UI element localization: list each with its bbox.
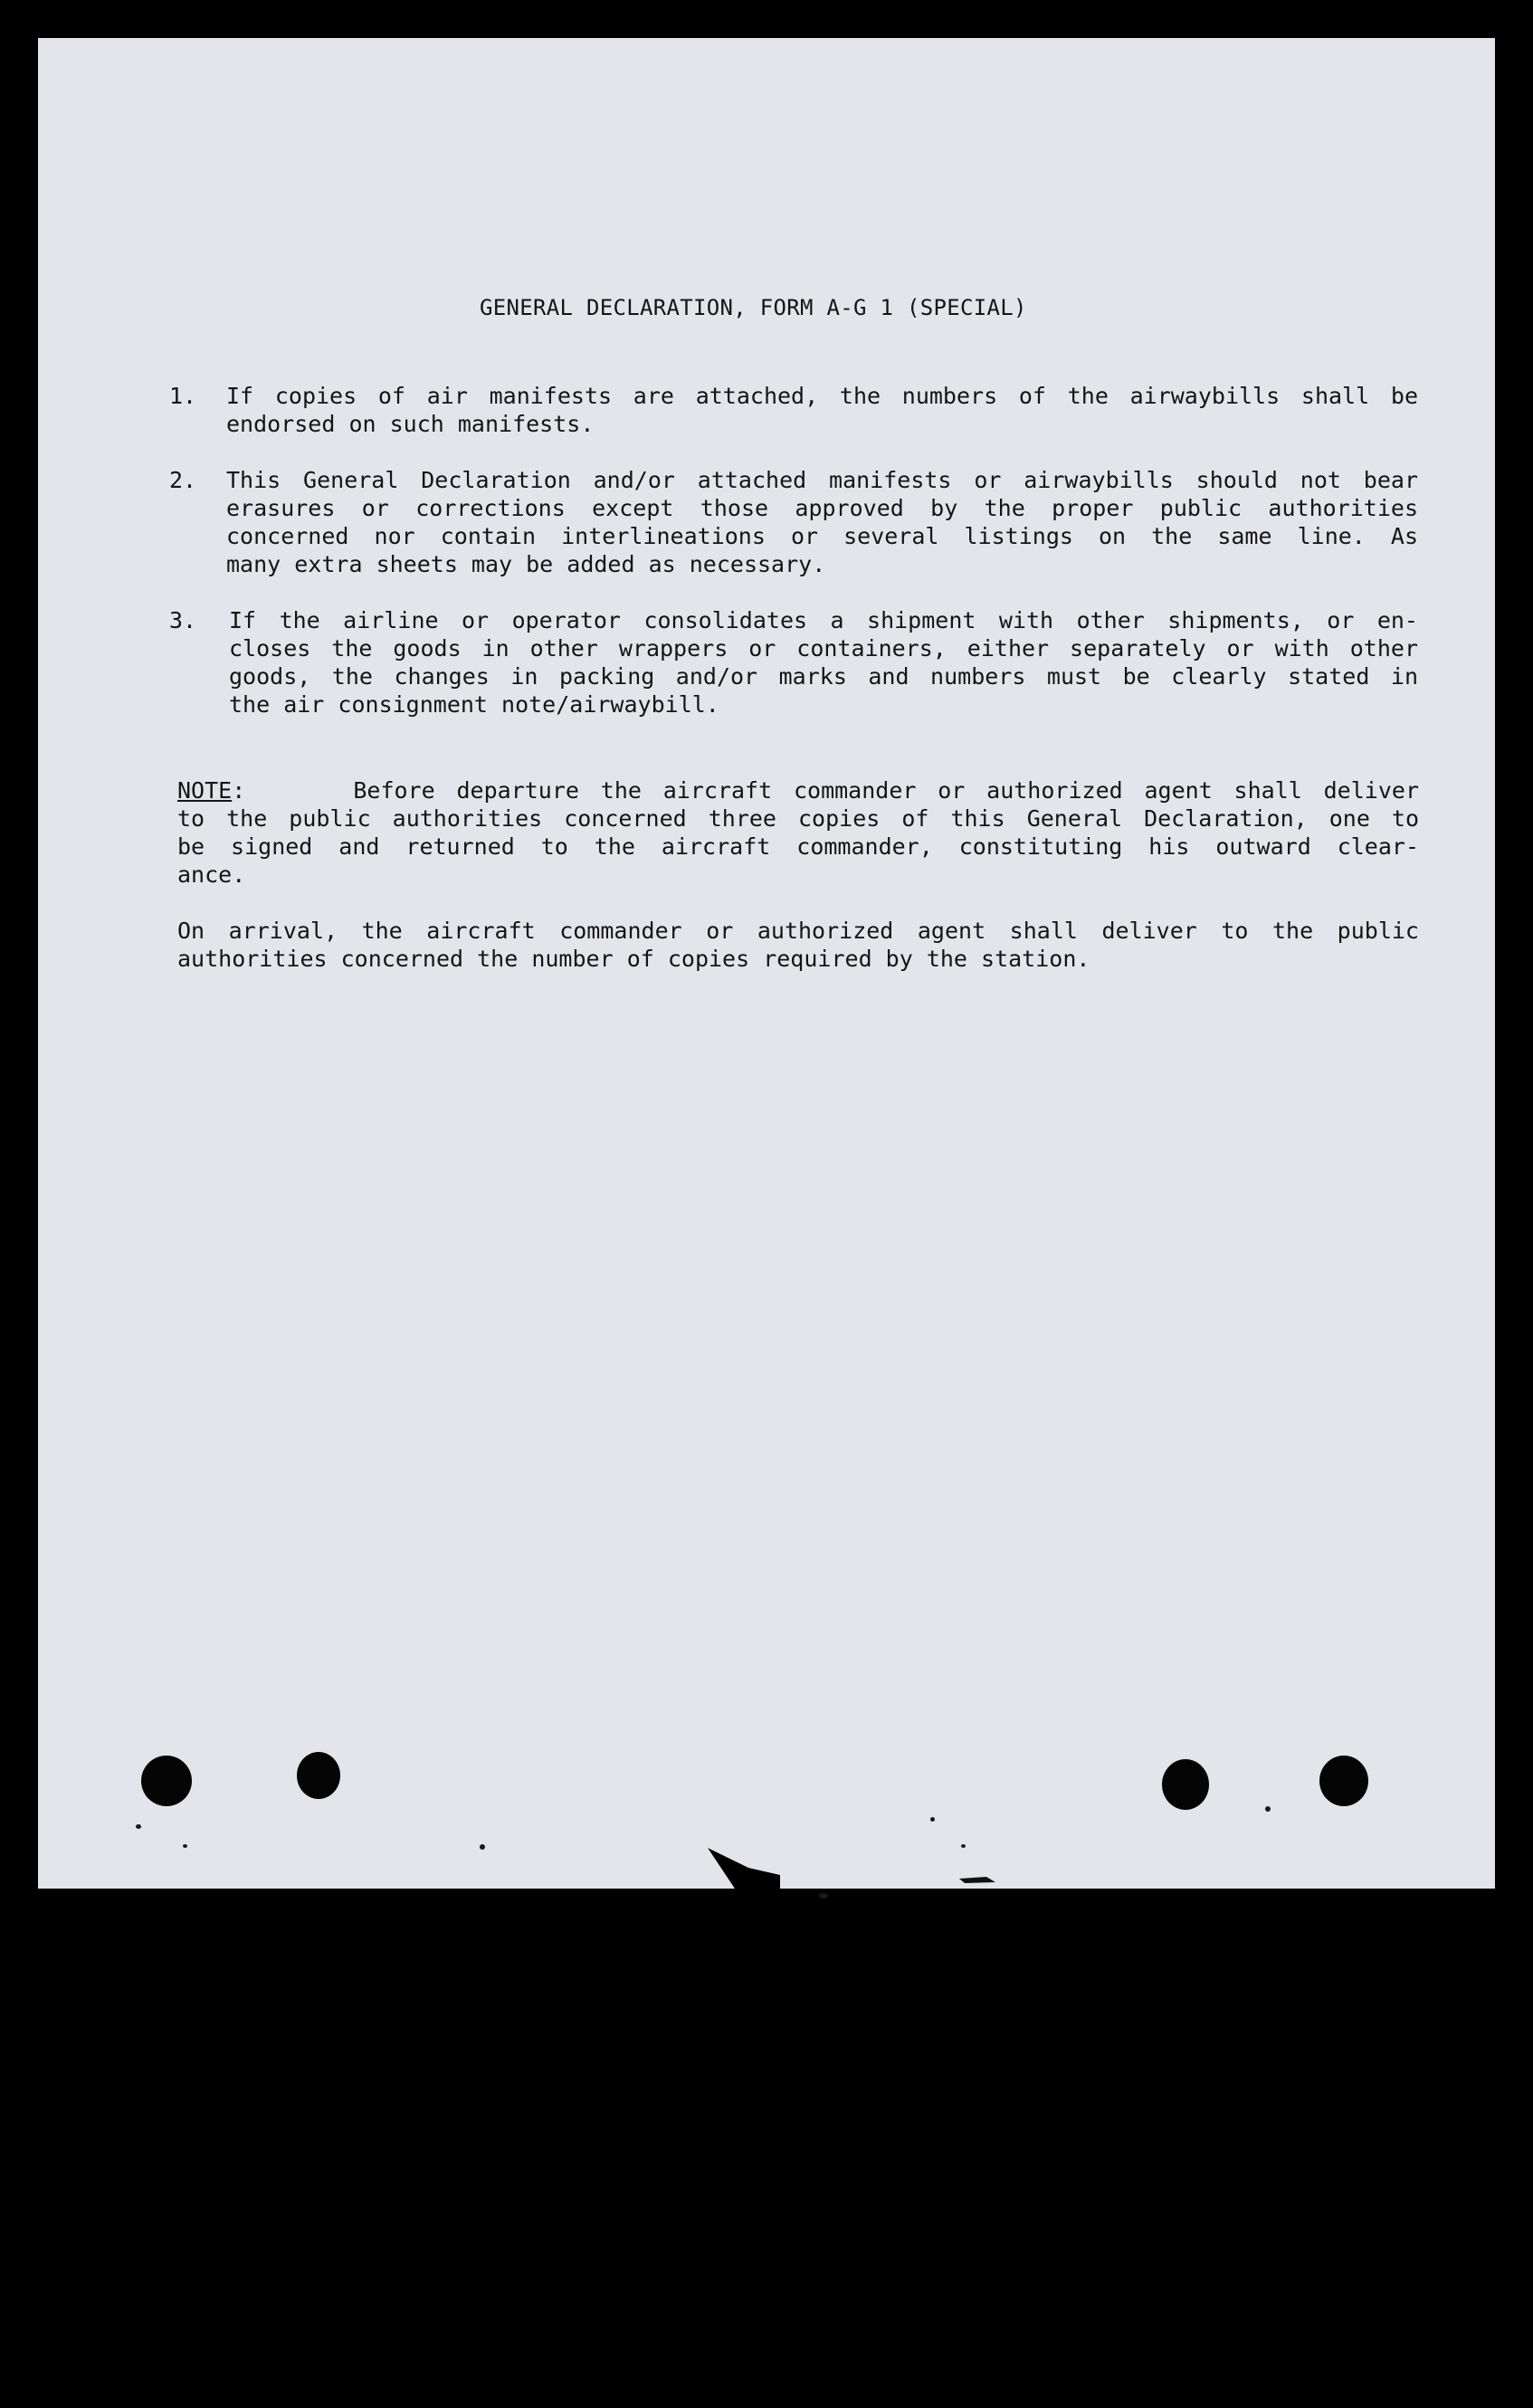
- arrival-paragraph: [177, 917, 1419, 973]
- dust-speck: [183, 1844, 187, 1848]
- note-first-line-text: Before departure the aircraft commander or authorized agent shall deliver: [353, 777, 1419, 804]
- punch-hole: [1162, 1759, 1209, 1810]
- item-text-line: endorsed on such manifests.: [226, 411, 595, 437]
- dust-speck: [961, 1844, 966, 1848]
- arrival-text-line: authorities concerned the number of copies required by the station.: [177, 946, 1090, 972]
- item-text-line: the air consignment note/airwaybill.: [229, 691, 719, 718]
- item-number: 1.: [169, 383, 197, 409]
- item-text-line: This General Declaration and/or attached manifests or airwaybills should not bear: [226, 467, 1418, 493]
- dust-speck: [1265, 1806, 1271, 1812]
- document-page: [38, 38, 1495, 1889]
- note-paragraph: [177, 776, 1419, 889]
- list-item: [169, 466, 1418, 578]
- punch-hole: [141, 1756, 192, 1806]
- list-item: [169, 382, 1418, 438]
- note-label: NOTE: [177, 777, 233, 804]
- item-text-line: erasures or corrections except those approved by the proper public authorities: [226, 495, 1418, 521]
- item-text-line: If copies of air manifests are attached, the numbers of the airwaybills shall be: [226, 383, 1418, 409]
- dust-speck: [480, 1844, 485, 1850]
- document-title: GENERAL DECLARATION, FORM A-G 1 (SPECIAL): [480, 295, 1027, 320]
- item-text-line: concerned nor contain interlineations or several listings on the same line. As: [226, 523, 1418, 549]
- punch-hole: [1319, 1756, 1368, 1806]
- item-text-line: goods, the changes in packing and/or marks and numbers must be clearly stated in: [229, 663, 1418, 690]
- list-item: [169, 606, 1418, 719]
- item-text-line: If the airline or operator consolidates a shipment with other shipments, or en-: [229, 607, 1418, 633]
- note-text-line: NOTE: Before departure the aircraft commander or authorized agent shall deliver: [177, 777, 1419, 804]
- punch-hole: [297, 1752, 340, 1799]
- dust-speck: [930, 1817, 935, 1822]
- note-text-line: ance.: [177, 861, 246, 888]
- paper-tear-mark: [708, 1848, 780, 1889]
- dust-speck: [819, 1893, 828, 1899]
- paper-mark: [959, 1875, 995, 1884]
- arrival-text-line: On arrival, the aircraft commander or authorized agent shall deliver to the public: [177, 918, 1419, 944]
- dust-speck: [136, 1824, 141, 1829]
- item-text-line: many extra sheets may be added as necessary.: [226, 551, 826, 577]
- note-text-line: to the public authorities concerned three copies of this General Declaration, one to: [177, 805, 1419, 832]
- item-number: 2.: [169, 467, 197, 493]
- item-number: 3.: [169, 607, 197, 633]
- item-text-line: closes the goods in other wrappers or containers, either separately or with other: [229, 635, 1418, 661]
- note-text-line: be signed and returned to the aircraft commander, constituting his outward clear-: [177, 833, 1419, 860]
